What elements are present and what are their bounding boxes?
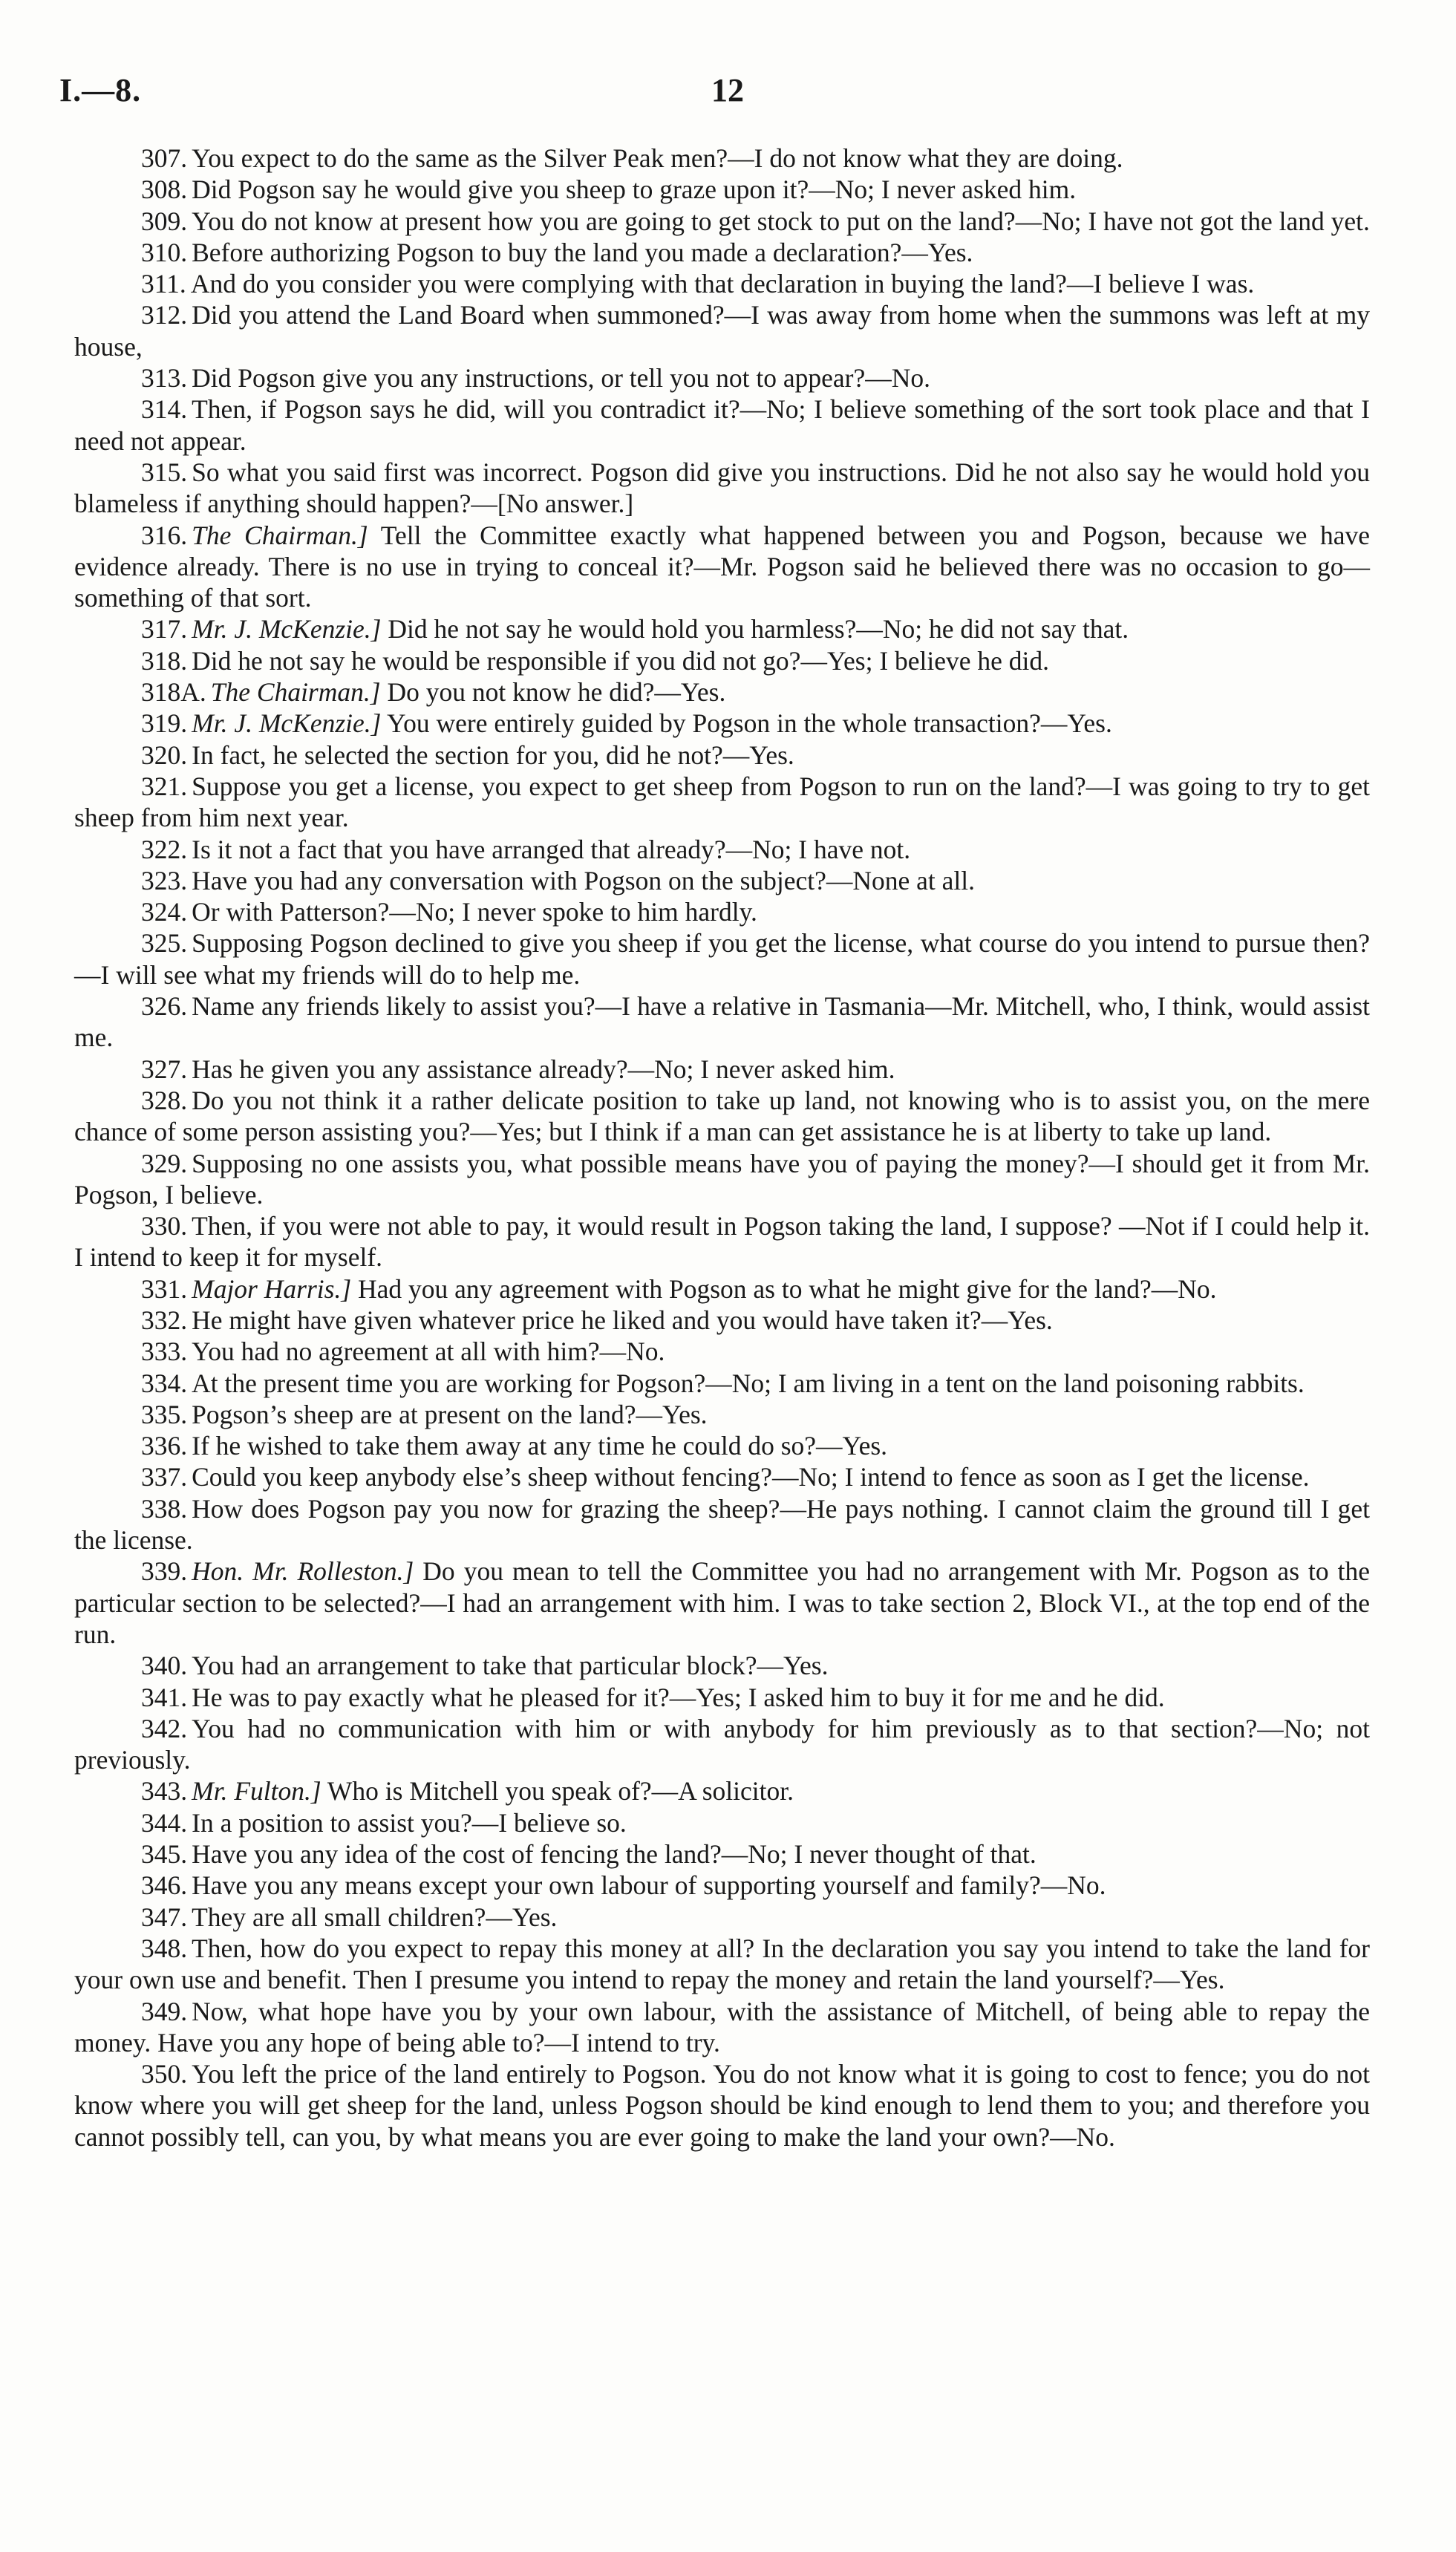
question-number: 309. (141, 206, 188, 236)
question-text: Do you not think it a rather delicate position to take up land, not knowing who is to assist you, on the mere chance of some person assisting you?—Yes; but I think if a man can get assistance he is at liberty to take up land. (74, 1085, 1370, 1147)
question-number: 318A. (141, 677, 206, 708)
question-number: 346. (141, 1870, 188, 1901)
question-number: 317. (141, 614, 188, 644)
question-text: Now, what hope have you by your own labour, with the assistance of Mitchell, of being able to repay the money. Have you any hope of being able to?—I intend to try. (74, 1996, 1370, 2057)
question-text: Suppose you get a license, you expect to get sheep from Pogson to run on the land?—I was going to try to get sheep from him next year. (74, 771, 1370, 833)
question-text: Tell the Committee exactly what happened between you and Pogson, because we have evidence already. There is no use in trying to conceal it?—Mr. Pogson said he believed there was no occasion to go—something of that sort. (74, 520, 1371, 613)
question-text: Supposing no one assists you, what possible means have you of paying the money?—I should get it from Mr. Pogson, I believe. (74, 1148, 1370, 1210)
question-text: Who is Mitchell you speak of?—A solicitor. (327, 1776, 794, 1807)
question-number: 339. (141, 1556, 188, 1587)
evidence-paragraph (74, 1210, 1370, 1273)
question-number: 348. (141, 1933, 188, 1963)
question-number: 328. (141, 1085, 188, 1115)
question-text: Then, how do you expect to repay this money at all? In the declaration you say you intend to take the land for your own use and benefit. Then I presume you intend to repay the money and retain the land yourself?—Yes. (74, 1933, 1370, 1995)
evidence-paragraph (74, 927, 1370, 991)
evidence-paragraph (74, 1556, 1370, 1650)
question-text: Had you any agreement with Pogson as to what he might give for the land?—No. (358, 1273, 1217, 1304)
question-number: 320. (141, 740, 188, 770)
evidence-paragraph (74, 1399, 1370, 1430)
question-number: 336. (141, 1431, 188, 1461)
speaker-name: Hon. Mr. Rolleston.] (192, 1556, 414, 1587)
question-number: 324. (141, 897, 188, 927)
question-text: You had no communication with him or with anybody for him previously as to that section?—No; not previously. (74, 1713, 1370, 1775)
evidence-paragraph (74, 1085, 1370, 1148)
question-text: You were entirely guided by Pogson in the whole transaction?—Yes. (387, 708, 1112, 739)
question-number: 330. (141, 1211, 188, 1241)
question-number: 311. (141, 269, 186, 299)
question-number: 334. (141, 1368, 188, 1398)
evidence-paragraph (74, 1870, 1370, 1901)
question-text: If he wished to take them away at any time he could do so?—Yes. (192, 1431, 888, 1461)
question-number: 321. (141, 771, 188, 801)
question-number: 310. (141, 237, 188, 267)
evidence-paragraph (74, 1996, 1370, 2059)
question-text: You do not know at present how you are going to get stock to put on the land?—No; I have not got the land yet. (192, 206, 1370, 236)
question-text: Do you mean to tell the Committee you had no arrangement with Mr. Pogson as to the particular section to be selected?—I had an arrangement with him. I was to take section 2, Block VI., at the top end of the run. (74, 1556, 1371, 1649)
question-text: You had an arrangement to take that particular block?—Yes. (192, 1651, 829, 1681)
evidence-paragraph (74, 1713, 1370, 1776)
question-text: So what you said first was incorrect. Pogson did give you instructions. Did he not also say he would hold you blameless if anything should happen?—[No answer.] (74, 457, 1370, 519)
document-reference: I.—8. (59, 72, 142, 108)
evidence-paragraph (74, 268, 1370, 299)
evidence-paragraph (74, 394, 1370, 457)
evidence-paragraph (74, 645, 1370, 676)
evidence-paragraph (74, 708, 1370, 739)
evidence-paragraph (74, 1838, 1370, 1870)
evidence-paragraph (74, 520, 1370, 614)
question-text: At the present time you are working for Pogson?—No; I am living in a tent on the land poisoning rabbits. (192, 1368, 1305, 1398)
question-text: Have you any idea of the cost of fencing the land?—No; I never thought of that. (192, 1839, 1036, 1870)
question-number: 335. (141, 1399, 188, 1429)
speaker-name: The Chairman.] (192, 520, 368, 550)
speaker-name: The Chairman.] (210, 677, 381, 708)
evidence-paragraph (74, 1807, 1370, 1838)
question-number: 341. (141, 1682, 188, 1712)
evidence-paragraph (74, 174, 1370, 205)
question-number: 326. (141, 991, 188, 1022)
question-number: 350. (141, 2059, 188, 2089)
speaker-name: Mr. J. McKenzie.] (192, 614, 382, 644)
question-text: How does Pogson pay you now for grazing the sheep?—He pays nothing. I cannot claim the ground till I get the license. (74, 1493, 1370, 1556)
evidence-text (74, 143, 1370, 2153)
question-text: Pogson’s sheep are at present on the land?—Yes. (192, 1399, 708, 1429)
question-number: 325. (141, 928, 188, 959)
question-text: Did he not say he would be responsible if you did not go?—Yes; I believe he did. (192, 645, 1050, 676)
question-number: 312. (141, 300, 188, 330)
question-number: 342. (141, 1713, 188, 1743)
page-number: 12 (711, 72, 744, 108)
question-text: Is it not a fact that you have arranged that already?—No; I have not. (192, 834, 911, 864)
question-text: Have you had any conversation with Pogson on the subject?—None at all. (192, 865, 976, 895)
question-text: Supposing Pogson declined to give you sheep if you get the license, what course do you intend to pursue then?—I will see what my friends will do to help me. (74, 928, 1370, 990)
evidence-paragraph (74, 206, 1370, 237)
question-number: 318. (141, 645, 188, 676)
question-text: Did he not say he would hold you harmless?—No; he did not say that. (388, 614, 1129, 644)
question-number: 347. (141, 1902, 188, 1932)
evidence-paragraph (74, 896, 1370, 927)
question-number: 322. (141, 834, 188, 864)
question-text: Before authorizing Pogson to buy the land you made a declaration?—Yes. (192, 237, 973, 267)
question-text: Or with Patterson?—No; I never spoke to him hardly. (192, 897, 757, 927)
question-text: Did Pogson give you any instructions, or tell you not to appear?—No. (192, 363, 930, 394)
question-number: 329. (141, 1148, 188, 1178)
evidence-paragraph (74, 1273, 1370, 1305)
question-number: 332. (141, 1305, 188, 1335)
speaker-name: Mr. J. McKenzie.] (192, 708, 382, 739)
question-number: 307. (141, 143, 188, 173)
evidence-paragraph (74, 1336, 1370, 1367)
evidence-paragraph (74, 2058, 1370, 2153)
evidence-paragraph (74, 1933, 1370, 1996)
evidence-paragraph (74, 613, 1370, 644)
question-number: 349. (141, 1996, 188, 2026)
question-text: You left the price of the land entirely to Pogson. You do not know what it is going to cost to fence; you do not know where you will get sheep for the land, unless Pogson should be kind enough to lend them to you; and therefore you cannot possibly tell, can you, by what means you are ever going to make the land your own?—No. (74, 2059, 1370, 2152)
question-number: 323. (141, 865, 188, 895)
question-number: 316. (141, 520, 188, 550)
question-number: 338. (141, 1493, 188, 1524)
evidence-paragraph (74, 237, 1370, 268)
question-number: 319. (141, 708, 188, 739)
evidence-paragraph (74, 991, 1370, 1054)
evidence-paragraph (74, 834, 1370, 865)
evidence-paragraph (74, 1430, 1370, 1461)
question-text: You expect to do the same as the Silver Peak men?—I do not know what they are doing. (192, 143, 1123, 173)
question-number: 327. (141, 1054, 188, 1084)
speaker-name: Major Harris.] (192, 1273, 352, 1304)
question-text: In fact, he selected the section for you, did he not?—Yes. (192, 740, 794, 770)
question-text: Do you not know he did?—Yes. (387, 677, 726, 708)
evidence-paragraph (74, 771, 1370, 834)
evidence-paragraph (74, 740, 1370, 771)
question-number: 308. (141, 174, 188, 205)
evidence-paragraph (74, 1650, 1370, 1681)
question-text: And do you consider you were complying with that declaration in buying the land?—I believe I was. (190, 269, 1255, 299)
question-text: In a position to assist you?—I believe so. (192, 1807, 627, 1838)
question-text: Did you attend the Land Board when summoned?—I was away from home when the summons was left at my house, (74, 300, 1370, 362)
question-text: You had no agreement at all with him?—No. (192, 1337, 665, 1367)
question-number: 345. (141, 1839, 188, 1870)
speaker-name: Mr. Fulton.] (192, 1776, 321, 1807)
question-text: Then, if you were not able to pay, it would result in Pogson taking the land, I suppose? —Not if I could help it. I intend to keep it for myself. (74, 1211, 1370, 1273)
question-number: 337. (141, 1462, 188, 1492)
evidence-paragraph (74, 362, 1370, 394)
evidence-paragraph (74, 457, 1370, 520)
evidence-paragraph (74, 1461, 1370, 1492)
question-number: 314. (141, 394, 188, 425)
question-number: 344. (141, 1807, 188, 1838)
evidence-paragraph (74, 865, 1370, 896)
evidence-paragraph (74, 1368, 1370, 1399)
question-number: 333. (141, 1337, 188, 1367)
question-text: Name any friends likely to assist you?—I have a relative in Tasmania—Mr. Mitchell, who, I think, would assist me. (74, 991, 1370, 1053)
question-text: They are all small children?—Yes. (192, 1902, 558, 1932)
evidence-paragraph (74, 1682, 1370, 1713)
question-number: 313. (141, 363, 188, 394)
question-text: Has he given you any assistance already?—No; I never asked him. (192, 1054, 895, 1084)
evidence-paragraph (74, 1775, 1370, 1807)
evidence-paragraph (74, 1493, 1370, 1556)
evidence-paragraph (74, 299, 1370, 362)
question-text: Have you any means except your own labour of supporting yourself and family?—No. (192, 1870, 1106, 1901)
question-number: 331. (141, 1273, 188, 1304)
question-text: Could you keep anybody else’s sheep without fencing?—No; I intend to fence as soon as I get the license. (192, 1462, 1310, 1492)
question-number: 315. (141, 457, 188, 487)
evidence-paragraph (74, 676, 1370, 708)
evidence-paragraph (74, 1902, 1370, 1933)
evidence-paragraph (74, 1305, 1370, 1336)
question-text: He was to pay exactly what he pleased for it?—Yes; I asked him to buy it for me and he did. (192, 1682, 1165, 1712)
evidence-paragraph (74, 143, 1370, 174)
question-text: Did Pogson say he would give you sheep to graze upon it?—No; I never asked him. (192, 174, 1077, 205)
question-text: He might have given whatever price he liked and you would have taken it?—Yes. (192, 1305, 1053, 1335)
question-text: Then, if Pogson says he did, will you contradict it?—No; I believe something of the sort took place and that I need not appear. (74, 394, 1370, 456)
question-number: 343. (141, 1776, 188, 1807)
evidence-paragraph (74, 1054, 1370, 1085)
evidence-paragraph (74, 1148, 1370, 1211)
question-number: 340. (141, 1651, 188, 1681)
